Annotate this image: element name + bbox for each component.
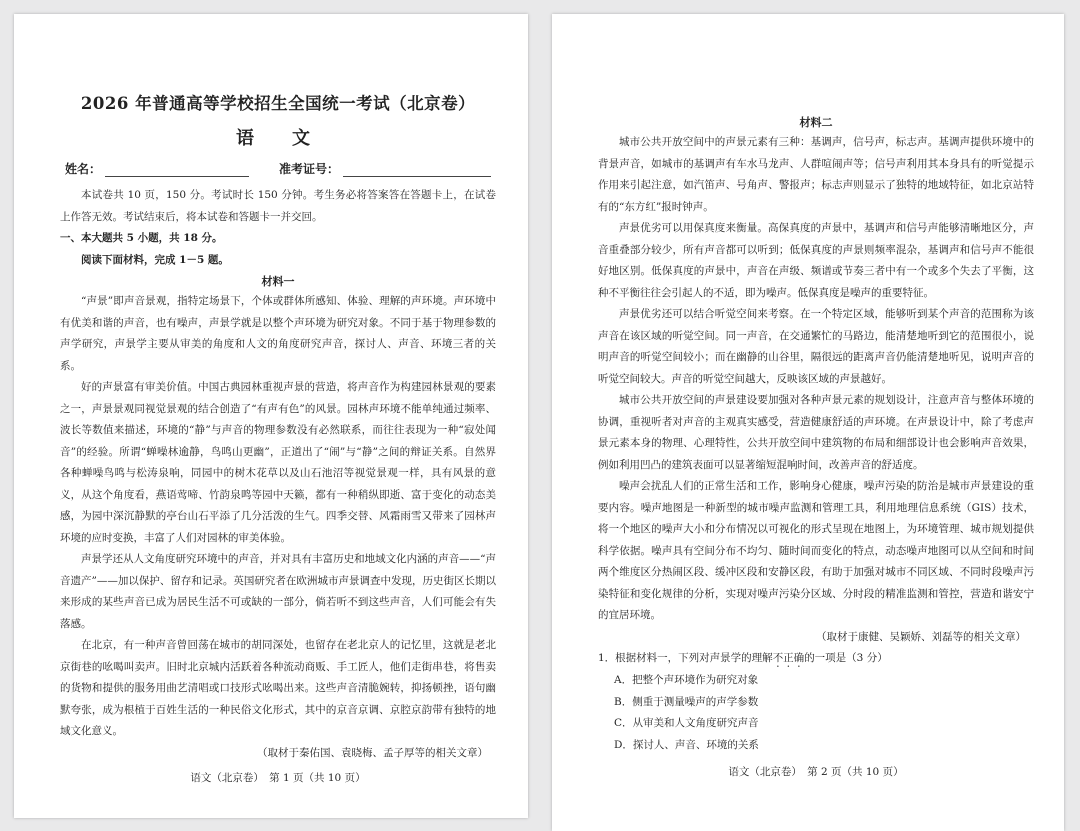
page1-footer: 语文（北京卷） 第 1 页（共 10 页） [190, 772, 366, 784]
exam-page-2 [552, 14, 1064, 831]
candidate-fields [60, 160, 496, 177]
material2-title: 材料二 [799, 116, 833, 129]
reading-directive: 阅读下面材料，完成 1－5 题。 [81, 253, 229, 266]
material1-source: （取材于秦佑国、袁晓梅、孟子厚等的相关文章） [257, 746, 488, 759]
option-b: B．侧重于测量噪声的声学参数 [614, 695, 759, 708]
name-label: 姓名： [64, 162, 101, 176]
material2-source: （取材于康健、吴颖娇、刘磊等的相关文章） [816, 630, 1026, 643]
question-1 [598, 648, 1034, 670]
material1-paragraph: 声景学还从人文角度研究环境中的声音，并对具有丰富历史和地域文化内涵的声音——“声音遗产”——加以保护、留存和记录。英国研究者在欧洲城市声景调查中发现，历史街区长期以来形成的某些声音已成为居民生活不可或缺的一部分，倘若听不到这些声音，人们可能会有失落感。 [60, 553, 496, 630]
question-emphasis: 不正确 [772, 652, 805, 664]
instructions: 本试卷共 10 页，150 分。考试时长 150 分钟。考生务必将答案答在答题卡上，在试卷上作答无效。考试结束后，将本试卷和答题卡一并交回。 [60, 189, 496, 223]
material1-paragraph: “声景”即声音景观，指特定场景下，个体或群体所感知、体验、理解的声环境。声环境中有优美和谐的声音，也有噪声，声景学就是以整个声环境为研究对象。不同于基于物理参数的声学研究，声景学主要从审美的角度和人文的角度研究声音，探讨人、声音、环境三者的关系。 [60, 295, 496, 372]
exam-title: 2026 年普通高等学校招生全国统一考试（北京卷） [80, 94, 476, 113]
exam-page-1 [14, 14, 528, 818]
question-suffix: 的一项是（3 分） [804, 652, 888, 664]
option-c: C．从审美和人文角度研究声音 [614, 717, 759, 729]
exam-id-blank [343, 164, 491, 177]
material2-paragraph: 声景优劣还可以结合听觉空间来考察。在一个特定区域，能够听到某个声音的范围称为该声音在该区域的听觉空间。同一声音，在交通繁忙的马路边，能清楚地听到它的范围很小，说明声音的听觉空间较小；而在幽静的山谷里，隔很远的距离声音仍能清楚地听见，说明声音的听觉空间较大。声音的听觉空间越大，反映该区域的声景越好。 [598, 308, 1034, 385]
name-field [65, 160, 249, 177]
material1-paragraph: 好的声景富有审美价值。中国古典园林重视声景的营造，将声音作为构建园林景观的要素之一，声景景观同视觉景观的结合创造了“有声有色”的风景。园林声环境不能单纯通过频率、波长等数值来描述，环境的“静”与声音的物理参数没有必然联系，而往往表现为一种“寂处闻音”的经验。所谓“蝉噪林逾静，鸟鸣山更幽”，正道出了“闹”与“静”之间的辩证关系。自然界各种蝉噪鸟鸣与松涛泉响，同园中的树木花草以及山石池沼等视觉景观一样，具有风景的意义，从这个角度看，燕语莺啼、竹韵泉鸣等园中天籁，都有一种稍纵即逝、富于变化的动态美感，为园中深沉静默的亭台山石平添了几分活泼的生气。四季交替、风霜雨雪又带来了园林声环境的应时变换，丰富了人们对园林的审美体验。 [60, 381, 496, 544]
exam-id-label: 准考证号： [279, 162, 340, 176]
material2-paragraph: 城市公共开放空间中的声景元素有三种：基调声，信号声，标志声。基调声提供环境中的背景声音，如城市的基调声有车水马龙声、人群喧闹声等；信号声利用其本身具有的听觉提示作用来引起注意，如汽笛声、号角声、警报声；标志声则显示了独特的地域特征，如北京站特有的“东方红”报时钟声。 [598, 136, 1034, 213]
material2-paragraph: 城市公共开放空间的声景建设要加强对各种声景元素的规划设计，注意声音与整体环境的协调，重视听者对声音的主观真实感受，营造健康舒适的声环境。在声景设计中，除了考虑声景元素本身的物理、心理特性，公共开放空间中建筑物的布局和细部设计也会影响声音效果，例如利用凹凸的建筑表面可以显著缩短混响时间，改善声音的舒适度。 [598, 394, 1034, 471]
option-d: D．探讨人、声音、环境的关系 [614, 738, 759, 751]
name-blank [105, 164, 249, 177]
option-a: A．把整个声环境作为研究对象 [614, 674, 759, 686]
exam-id-field [279, 160, 491, 177]
material2-paragraph: 声景优劣可以用保真度来衡量。高保真度的声景中，基调声和信号声能够清晰地区分，声音重叠部分较少，所有声音都可以听到；低保真度的声景则频率混杂，基调声和信号声不能很好地区别。低保真度的声景中，声音在声级、频谱或节奏三者中有一个或多个失去了平衡，这种不平衡往往会引起人的不适，即为噪声。低保真度是噪声的重要特征。 [598, 222, 1034, 299]
question-prefix: 1．根据材料一，下列对声景学的理解 [598, 652, 773, 664]
material1-paragraph: 在北京，有一种声音曾回荡在城市的胡同深处，也留存在老北京人的记忆里，这就是老北京街巷的吆喝叫卖声。旧时北京城内活跃着各种流动商贩、手工匠人，他们走街串巷，将售卖的货物和提供的服务用曲艺清唱或口技形式吆喝出来。这些声音清脆婉转，抑扬顿挫，语句幽默夸张，成为根植于百姓生活的一种民俗文化形式，其中的京音京调、京腔京韵带有独特的地域文化意义。 [60, 639, 496, 737]
page2-footer: 语文（北京卷） 第 2 页（共 10 页） [728, 766, 904, 778]
material1-title: 材料一 [261, 275, 295, 288]
material2-paragraph: 噪声会扰乱人们的正常生活和工作，影响身心健康，噪声污染的防治是城市声景建设的重要内容。噪声地图是一种新型的城市噪声监测和管理工具，利用地理信息系统（GIS）技术，将一个地区的噪声大小和分布情况以可视化的形式呈现在地图上，为环境管理、城市规划提供科学依据。噪声具有空间分布不均匀、随时间而变化的特点，动态噪声地图可以从空间和时间两个维度区分热闹区段、缓冲区段和安静区段，有助于加强对城市不同区域、不同时段噪声污染特征和变化规律的分析，实现对噪声污染分区域、分时段的精准监测和管控，营造和谐安宁的宜居环境。 [598, 480, 1034, 621]
subject-title: 语 文 [236, 128, 320, 149]
part-heading: 一、本大题共 5 小题，共 18 分。 [60, 232, 223, 244]
